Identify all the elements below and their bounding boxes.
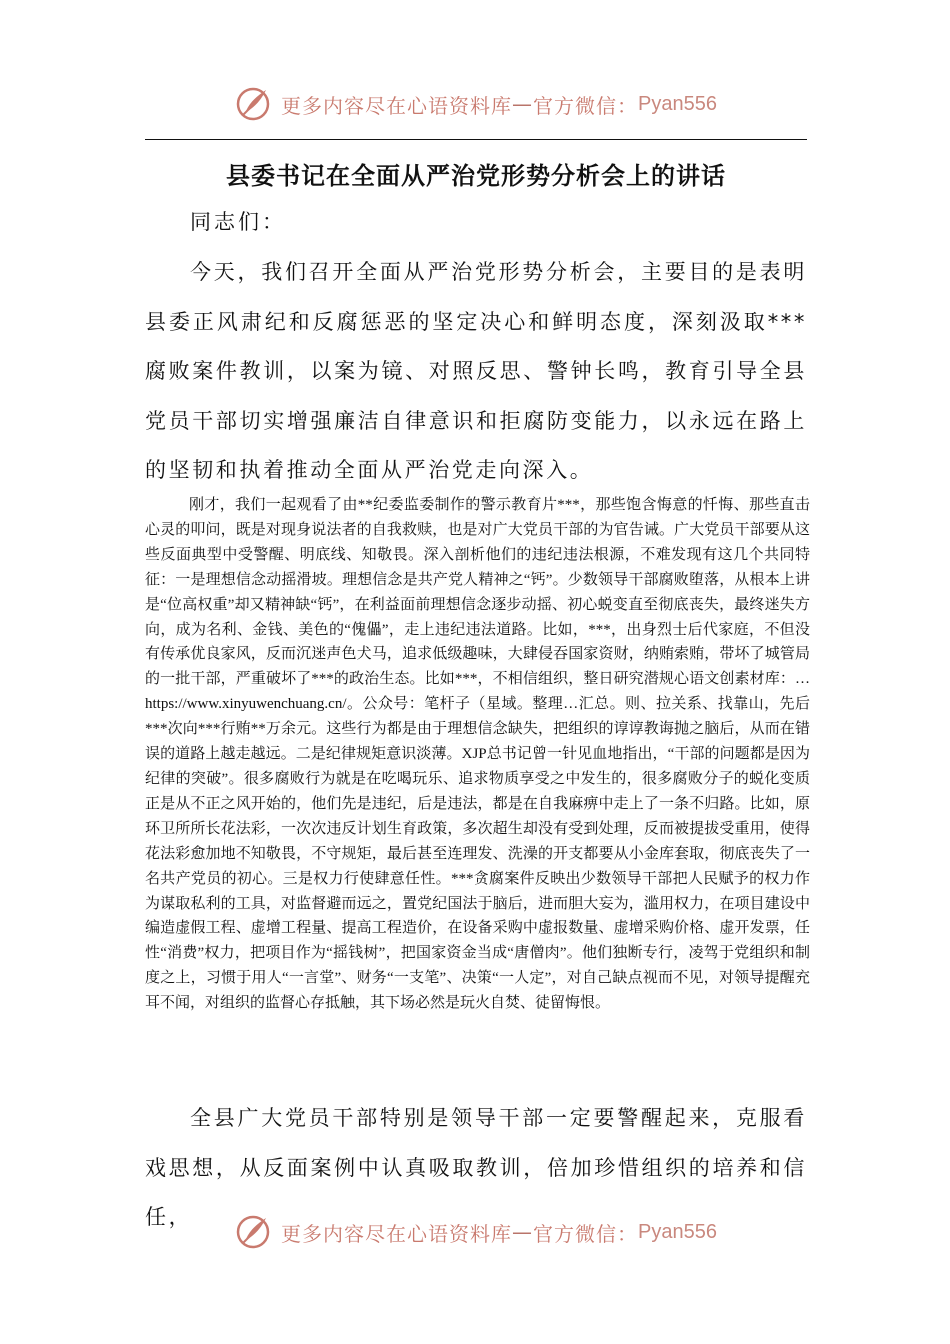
paragraph-opening: 今天，我们召开全面从严治党形势分析会，主要目的是表明县委正风肃纪和反腐惩恶的坚定决心和鲜明态度，深刻汲取***腐败案件教训，以案为镜、对照反思、警钟长鸣，教育引导全县党员干部切实增强廉洁自律意识和拒腐防变能力，以永远在路上的坚韧和执着推动全面从严治党走向深入。 <box>145 260 807 482</box>
quill-logo-icon <box>233 1212 273 1252</box>
salutation: 同志们： <box>190 210 286 234</box>
banner-contact-label: 官方微信： <box>533 93 639 118</box>
footer-contact-id: Pyan556 <box>638 1220 717 1243</box>
footer-banner-text: 更多内容尽在心语资料库 <box>281 1221 513 1246</box>
paragraph-analysis: 刚才，我们一起观看了由**纪委监委制作的警示教育片***，那些饱含悔意的忏悔、那些直击心灵的叩问，既是对现身说法者的自我救赎，也是对广大党员干部的为官告诫。广大党员干部要从这些反面典型中受警醒、明底线、知敬畏。深入剖析他们的违纪违法根源，不难发现有这几个共同特征：一是理想信念动摇滑坡。理想信念是共产党人精神之“钙”。少数领导干部腐败堕落，从根本上讲是“位高权重”却又精神缺“钙”，在利益面前理想信念逐步动摇、初心蜕变直至彻底丧失，最终迷失方向，成为名利、金钱、美色的“傀儡”，走上违纪违法道路。比如，***，出身烈士后代家庭，不但没有传承优良家风，反而沉迷声色犬马，追求低级趣味，大肆侵吞国家资财，纳贿索贿，带坏了城管局的一批干部，严重破坏了***的政治生态。比如***，不相信组织，整日研究潜规心语文创素材库：…https://www.xinyuwenchuang.cn/。公众号：笔杆子（星域。整理…汇总。则、拉关系、找靠山，先后***次向***行贿**万余元。这些行为都是由于理想信念缺失，把组织的谆谆教诲抛之脑后，从而在错误的道路上越走越远。二是纪律规矩意识淡薄。XJP总书记曾一针见血地指出，“干部的问题都是因为纪律的突破”。很多腐败行为就是在吃喝玩乐、追求物质享受之中发生的，很多腐败分子的蜕化变质正是从不正之风开始的，他们先是违纪，后是违法，都是在自我麻痹中走上了一条不归路。比如，原环卫所所长花法彩，一次次违反计划生育政策，多次超生却没有受到处理，反而被提拔受重用，使得花法彩愈加地不知敬畏，不守规矩，最后甚至连理发、洗澡的开支都要从小金库套取，彻底丧失了一名共产党员的初心。三是权力行使肆意任性。***贪腐案件反映出少数领导干部把人民赋予的权力作为谋取私利的工具，对监督避而远之，置党纪国法于脑后，进而胆大妄为，滥用权力，在项目建设中编造虚假工程、虚增工程量、提高工程造价，在设备采购中虚报数量、虚增采购价格、虚开发票，任性“消费”权力，把项目作为“摇钱树”，把国家资金当成“唐僧肉”。他们独断专行，凌驾于党组织和制度之上，习惯于用人“一言堂”、财务“一支笔”、决策“一人定”，对自己缺点视而不见，对领导提醒充耳不闻，对组织的监督心存抵触，其下场必然是玩火自焚、徒留悔恨。 <box>145 497 810 1012</box>
footer-contact-label: 官方微信： <box>533 1221 639 1246</box>
footer-banner <box>0 1210 950 1254</box>
document-title: 县委书记在全面从严治党形势分析会上的讲话 <box>226 162 726 190</box>
quill-logo-icon <box>233 84 273 124</box>
paragraph-warning: 全县广大党员干部特别是领导干部一定要警醒起来，克服看戏思想，从反面案例中认真吸取教训，倍加珍惜组织的培养和信任， <box>145 1106 807 1229</box>
footer-banner-separator: — <box>512 1220 534 1244</box>
banner-text: 更多内容尽在心语资料库 <box>281 93 513 118</box>
header-banner <box>0 82 950 126</box>
banner-contact-id: Pyan556 <box>638 92 717 115</box>
banner-separator: — <box>512 92 534 116</box>
header-divider <box>145 139 807 140</box>
